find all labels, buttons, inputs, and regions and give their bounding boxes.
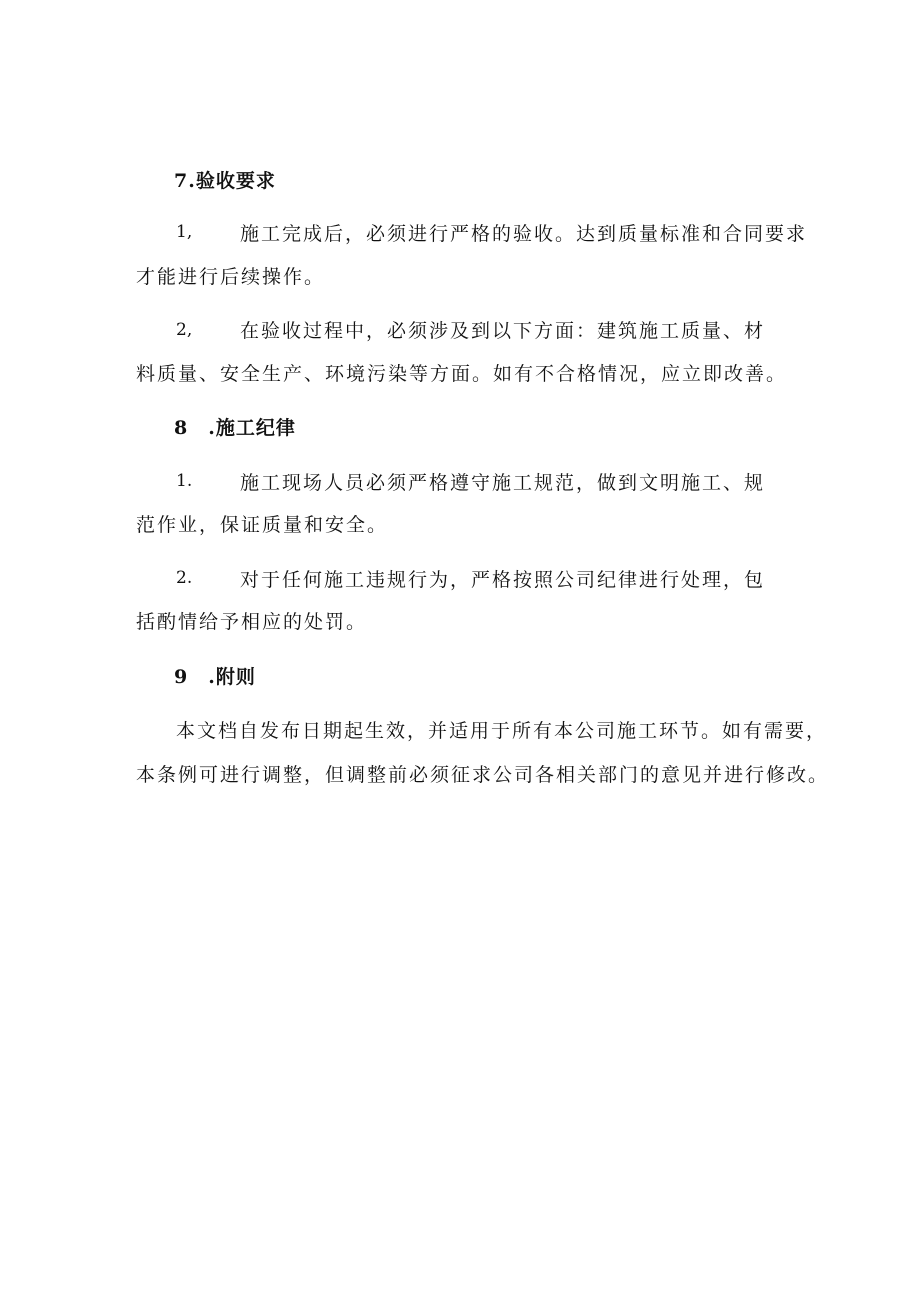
- paragraph-line: 本条例可进行调整，但调整前必须征求公司各相关部门的意见并进行修改。: [136, 764, 830, 786]
- section-heading-7: 7.验收要求: [174, 170, 276, 192]
- section-heading-8: 8 .施工纪律: [174, 417, 296, 439]
- item-text-line: 对于任何施工违规行为，严格按照公司纪律进行处理，包: [240, 569, 766, 591]
- item-number: 1,: [176, 222, 193, 242]
- section-heading-9: 9 .附则: [174, 666, 256, 688]
- item-text-line: 料质量、安全生产、环境污染等方面。如有不合格情况，应立即改善。: [136, 363, 788, 385]
- item-number: 2,: [176, 320, 193, 340]
- item-text-line: 括酌情给予相应的处罚。: [136, 611, 368, 633]
- item-text-line: 范作业，保证质量和安全。: [136, 514, 389, 536]
- item-text-line: 施工现场人员必须严格遵守施工规范，做到文明施工、规: [240, 472, 766, 494]
- paragraph-line: 本文档自发布日期起生效，并适用于所有本公司施工环节。如有需要，: [176, 720, 828, 742]
- item-text-line: 施工完成后，必须进行严格的验收。达到质量标准和合同要求: [240, 223, 808, 245]
- item-number: 1.: [176, 471, 193, 491]
- item-number: 2.: [176, 568, 193, 588]
- item-text-line: 在验收过程中，必须涉及到以下方面：建筑施工质量、材: [240, 320, 766, 342]
- item-text-line: 才能进行后续操作。: [136, 266, 326, 288]
